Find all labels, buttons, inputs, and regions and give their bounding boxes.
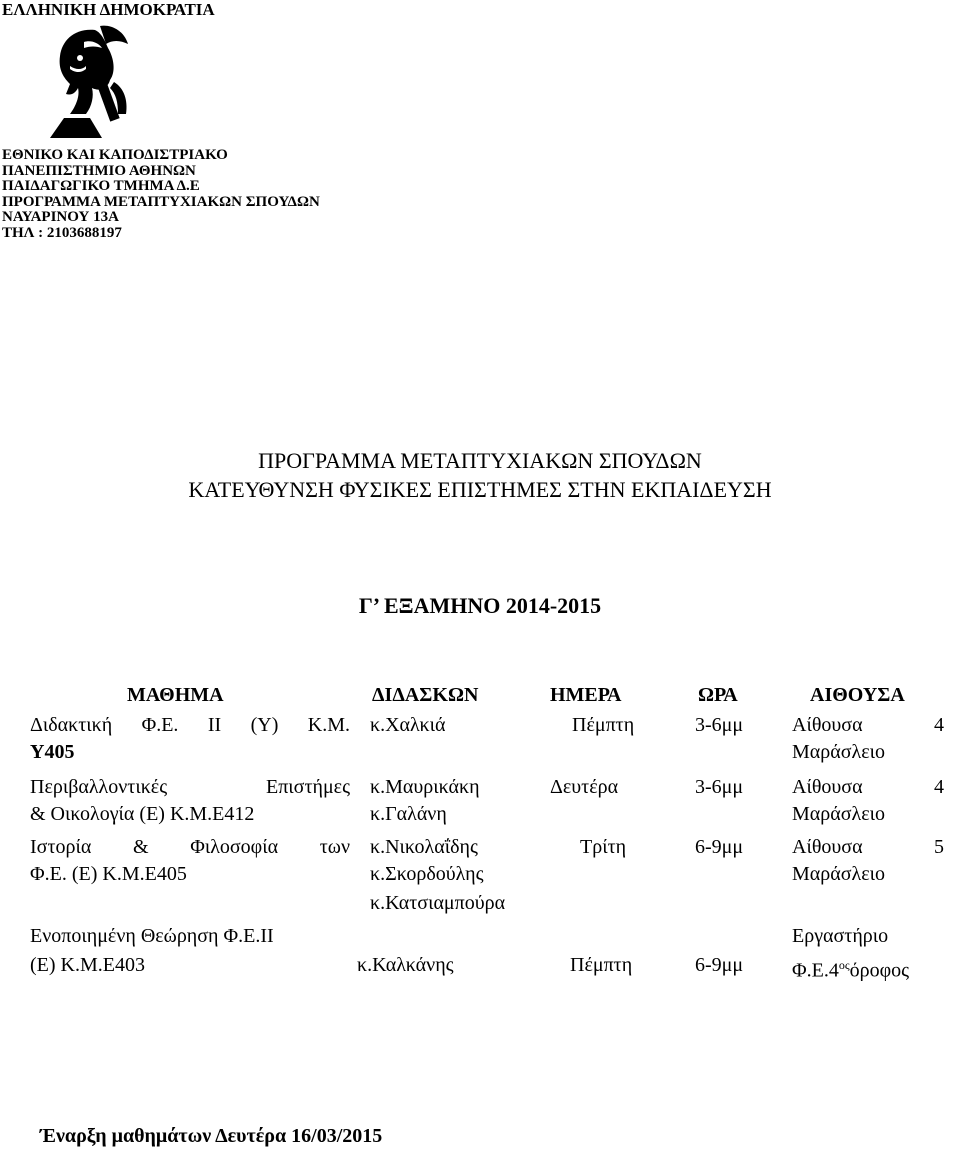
col-header-day: ΗΜΕΡΑ — [550, 684, 622, 706]
institution-line: ΕΘΝΙΚΟ ΚΑΙ ΚΑΠΟΔΙΣΤΡΙΑΚΟ — [2, 147, 228, 163]
institution-info — [2, 148, 320, 241]
course-start-note: Έναρξη μαθημάτων Δευτέρα 16/03/2015 — [40, 1125, 383, 1147]
teacher-name: κ.Νικολαΐδης — [370, 836, 478, 858]
semester-title: Γ’ ΕΞΑΜΗΝΟ 2014-2015 — [358, 593, 602, 618]
col-header-room: ΑΙΘΟΥΣΑ — [810, 684, 905, 706]
day-value: Δευτέρα — [550, 776, 619, 798]
course-code: (Ε) Κ.Μ.Ε403 — [30, 954, 145, 976]
institution-line: ΤΗΛ : 2103688197 — [2, 224, 122, 241]
course-name: Ενοποιημένη Θεώρηση Φ.Ε.ΙΙ — [30, 925, 274, 947]
teacher-name: κ.Καλκάνης — [357, 954, 454, 976]
teacher-name: κ.Κατσιαμπούρα — [370, 892, 506, 914]
teacher-name: κ.Σκορδούλης — [370, 863, 484, 885]
institution-line: ΠΑΝΕΠΙΣΤΗΜΙΟ ΑΘΗΝΩΝ — [2, 162, 196, 179]
col-header-course: ΜΑΘΗΜΑ — [127, 684, 224, 706]
room-building: Μαράσλειο — [792, 863, 885, 885]
institution-line: ΠΡΟΓΡΑΜΜΑ ΜΕΤΑΠΤΥΧΙΑΚΩΝ ΣΠΟΥΔΩΝ — [2, 193, 320, 210]
room-value: Αίθουσα 4 — [792, 714, 944, 736]
day-value: Τρίτη — [580, 836, 627, 858]
time-value: 3-6μμ — [695, 714, 744, 736]
header-country: ΕΛΛΗΝΙΚΗ ΔΗΜΟΚΡΑΤΙΑ — [2, 0, 215, 19]
floor-label: όροφος — [849, 959, 910, 982]
room-building: Μαράσλειο — [792, 741, 885, 763]
room-building — [792, 952, 909, 985]
time-value: 3-6μμ — [695, 776, 744, 798]
course-name: Περιβαλλοντικές Επιστήμες — [30, 776, 350, 798]
program-title: ΠΡΟΓΡΑΜΜΑ ΜΕΤΑΠΤΥΧΙΑΚΩΝ ΣΠΟΥΔΩΝ — [258, 448, 702, 473]
institution-line: ΠΑΙΔΑΓΩΓΙΚΟ ΤΜΗΜΑ Δ.Ε — [2, 178, 200, 194]
course-name: Διδακτική Φ.Ε. ΙΙ (Υ) Κ.Μ. — [30, 714, 350, 736]
room-building-name: Φ.Ε.4 — [792, 959, 839, 982]
teacher-name: κ.Χαλκιά — [370, 714, 446, 736]
institution-line: ΝΑΥΑΡΙΝΟΥ 13Α — [2, 209, 119, 225]
room-value: Αίθουσα 5 — [792, 836, 944, 858]
teacher-name: κ.Γαλάνη — [370, 803, 447, 825]
course-code: Φ.Ε. (Ε) Κ.Μ.Ε405 — [30, 863, 187, 885]
time-value: 6-9μμ — [695, 836, 744, 858]
program-direction: ΚΑΤΕΥΘΥΝΣΗ ΦΥΣΙΚΕΣ ΕΠΙΣΤΗΜΕΣ ΣΤΗΝ ΕΚΠΑΙΔΕΥΣΗ — [188, 477, 772, 502]
floor-ordinal: ος — [838, 958, 850, 972]
col-header-time: ΩΡΑ — [698, 684, 738, 706]
course-name: Ιστορία & Φιλοσοφία των — [30, 836, 350, 858]
course-code: Υ405 — [30, 741, 75, 763]
course-code: & Οικολογία (Ε) Κ.Μ.Ε412 — [30, 803, 255, 825]
time-value: 6-9μμ — [695, 954, 744, 976]
day-value: Πέμπτη — [572, 714, 635, 736]
room-value: Εργαστήριο — [792, 925, 889, 947]
col-header-teacher: ΔΙΔΑΣΚΩΝ — [372, 684, 479, 706]
university-logo — [40, 22, 150, 140]
room-building: Μαράσλειο — [792, 803, 885, 825]
teacher-name: κ.Μαυρικάκη — [370, 776, 480, 798]
room-value: Αίθουσα 4 — [792, 776, 944, 798]
day-value: Πέμπτη — [570, 954, 633, 976]
